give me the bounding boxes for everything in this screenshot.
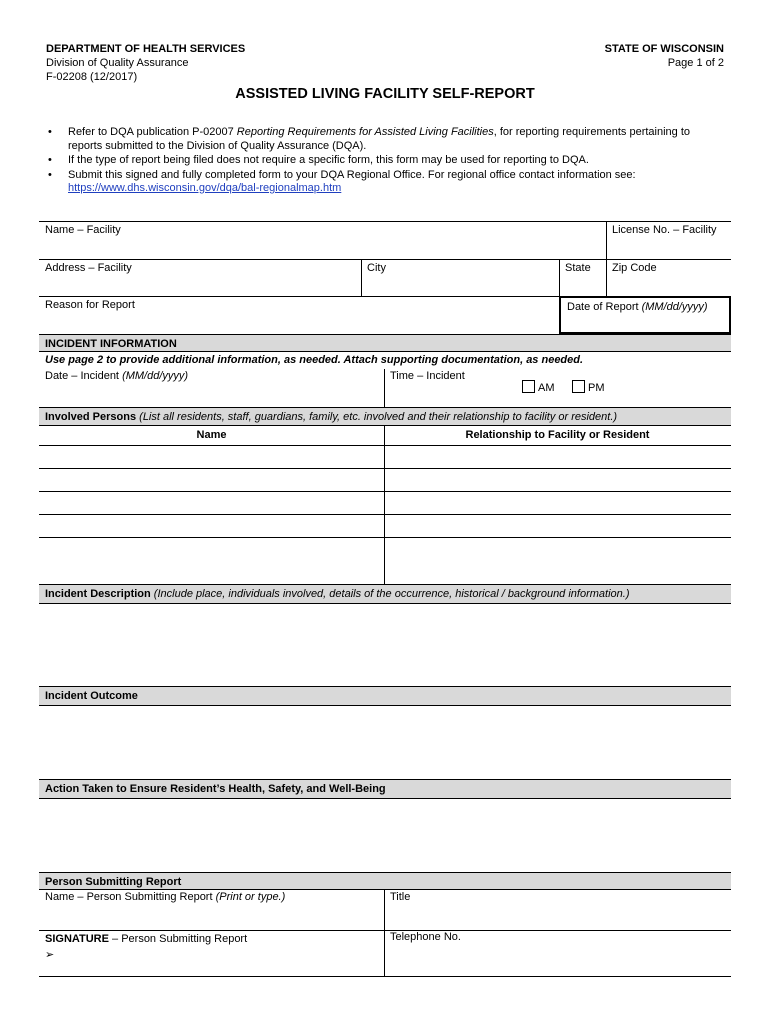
table-row[interactable] bbox=[39, 514, 731, 537]
instruction-text: Refer to DQA publication P-02007 bbox=[68, 126, 237, 138]
facility-state-label: State bbox=[565, 262, 591, 274]
division-name: Division of Quality Assurance bbox=[46, 57, 189, 69]
bullet-icon: • bbox=[48, 168, 52, 181]
submitter-name-note: (Print or type.) bbox=[215, 891, 286, 903]
reason-label: Reason for Report bbox=[45, 299, 135, 311]
incident-description-header bbox=[39, 584, 731, 604]
instruction-text: , for reporting requirements pertaining to reports submitted to the Division of Quality Assurance (DQA). bbox=[68, 126, 691, 152]
divider bbox=[384, 890, 385, 976]
facility-zip-field[interactable] bbox=[606, 259, 731, 296]
signature-label-bold: SIGNATURE bbox=[45, 933, 109, 945]
incident-outcome-field[interactable] bbox=[39, 706, 731, 779]
incident-date-format: (MM/dd/yyyy) bbox=[122, 370, 189, 382]
submitter-phone-field[interactable] bbox=[384, 930, 731, 976]
incident-outcome-header bbox=[39, 686, 731, 706]
incident-date-label: Date – Incident bbox=[45, 370, 123, 382]
facility-address-field[interactable] bbox=[39, 259, 361, 296]
divider bbox=[384, 426, 385, 584]
incident-section-header bbox=[39, 334, 731, 352]
table-row[interactable] bbox=[39, 445, 731, 468]
divider bbox=[559, 259, 560, 296]
form-title: ASSISTED LIVING FACILITY SELF-REPORT bbox=[235, 86, 535, 102]
involved-persons-title: Involved Persons bbox=[45, 411, 140, 423]
regional-map-link[interactable]: https://www.dhs.wisconsin.gov/dqa/bal-regionalmap.htm bbox=[68, 182, 342, 194]
table-row[interactable] bbox=[39, 491, 731, 514]
action-taken-field[interactable] bbox=[39, 799, 731, 872]
instruction-item bbox=[46, 169, 726, 196]
report-date-format: (MM/dd/yyyy) bbox=[641, 301, 708, 313]
incident-datetime-row bbox=[39, 369, 731, 407]
pm-label: PM bbox=[588, 382, 605, 394]
page-number: Page 1 of 2 bbox=[667, 57, 724, 69]
divider bbox=[384, 369, 385, 407]
submitter-name-field[interactable] bbox=[39, 890, 384, 930]
incident-instructions-row bbox=[39, 352, 731, 369]
incident-section-title: INCIDENT INFORMATION bbox=[45, 338, 177, 350]
publication-title: Reporting Requirements for Assisted Living Facilities bbox=[236, 126, 494, 138]
form-number: F-02208 (12/2017) bbox=[46, 71, 138, 83]
facility-name-field[interactable] bbox=[39, 221, 606, 259]
signature-row bbox=[39, 930, 731, 976]
table-row[interactable] bbox=[39, 537, 731, 560]
facility-name-label: Name – Facility bbox=[45, 224, 121, 236]
incident-instructions: Use page 2 to provide additional information, as needed. Attach supporting documentation, as needed. bbox=[45, 354, 584, 366]
divider bbox=[361, 259, 362, 296]
action-taken-header bbox=[39, 779, 731, 799]
facility-license-label: License No. – Facility bbox=[612, 224, 717, 236]
arrow-icon: ➢ bbox=[45, 949, 55, 961]
pm-checkbox[interactable] bbox=[572, 380, 585, 393]
state-name: STATE OF WISCONSIN bbox=[604, 43, 724, 55]
facility-name-row bbox=[39, 221, 731, 259]
bullet-icon: • bbox=[48, 126, 52, 138]
facility-city-label: City bbox=[367, 262, 386, 274]
signature-field[interactable] bbox=[39, 930, 384, 976]
facility-address-label: Address – Facility bbox=[45, 262, 132, 274]
involved-persons-header bbox=[39, 407, 731, 426]
instruction-text: Submit this signed and fully completed form to your DQA Regional Office. For regional office contact information see: bbox=[68, 168, 636, 181]
incident-time-label: Time – Incident bbox=[390, 370, 465, 382]
facility-zip-label: Zip Code bbox=[612, 262, 657, 274]
submitter-section-header bbox=[39, 872, 731, 890]
column-header-name: Name bbox=[196, 429, 227, 441]
facility-address-row bbox=[39, 259, 731, 296]
action-taken-title: Action Taken to Ensure Resident’s Health, Safety, and Well-Being bbox=[45, 783, 386, 795]
instructions-list bbox=[46, 126, 726, 197]
submitter-phone-label: Telephone No. bbox=[390, 931, 461, 943]
reason-field[interactable] bbox=[39, 296, 559, 334]
incident-description-title: Incident Description bbox=[45, 588, 154, 600]
table-row[interactable] bbox=[39, 468, 731, 491]
incident-description-note: (Include place, individuals involved, details of the occurrence, historical / background information.) bbox=[153, 588, 630, 600]
facility-state-field[interactable] bbox=[559, 259, 606, 296]
incident-time-field[interactable] bbox=[384, 369, 731, 407]
reason-row bbox=[39, 296, 731, 334]
incident-date-field[interactable] bbox=[39, 369, 384, 407]
header-left bbox=[46, 42, 245, 84]
am-label: AM bbox=[538, 382, 555, 394]
incident-outcome-title: Incident Outcome bbox=[45, 690, 138, 702]
column-header-relationship: Relationship to Facility or Resident bbox=[465, 429, 650, 441]
divider bbox=[39, 976, 731, 977]
bullet-icon: • bbox=[48, 154, 52, 166]
submitter-name-row bbox=[39, 890, 731, 930]
submitter-title-field[interactable] bbox=[384, 890, 731, 930]
facility-city-field[interactable] bbox=[361, 259, 559, 296]
signature-label: – Person Submitting Report bbox=[108, 933, 248, 945]
instruction-item bbox=[46, 126, 726, 153]
department-name: DEPARTMENT OF HEALTH SERVICES bbox=[46, 43, 246, 55]
report-date-label: Date of Report bbox=[567, 301, 642, 313]
report-date-field[interactable] bbox=[559, 296, 731, 334]
submitter-title-label: Title bbox=[390, 891, 411, 903]
involved-persons-note: (List all residents, staff, guardians, family, etc. involved and their relationship to facility or resident.) bbox=[139, 411, 618, 423]
instruction-text: If the type of report being filed does not require a specific form, this form may be used for reporting to DQA. bbox=[68, 154, 589, 166]
submitter-section-title: Person Submitting Report bbox=[45, 876, 182, 888]
instruction-item bbox=[46, 154, 726, 168]
am-option[interactable] bbox=[522, 380, 555, 394]
pm-option[interactable] bbox=[572, 380, 605, 394]
incident-description-field[interactable] bbox=[39, 604, 731, 686]
facility-license-field[interactable] bbox=[606, 221, 731, 259]
submitter-name-label: Name – Person Submitting Report bbox=[45, 891, 216, 903]
header-right bbox=[605, 42, 724, 70]
am-checkbox[interactable] bbox=[522, 380, 535, 393]
